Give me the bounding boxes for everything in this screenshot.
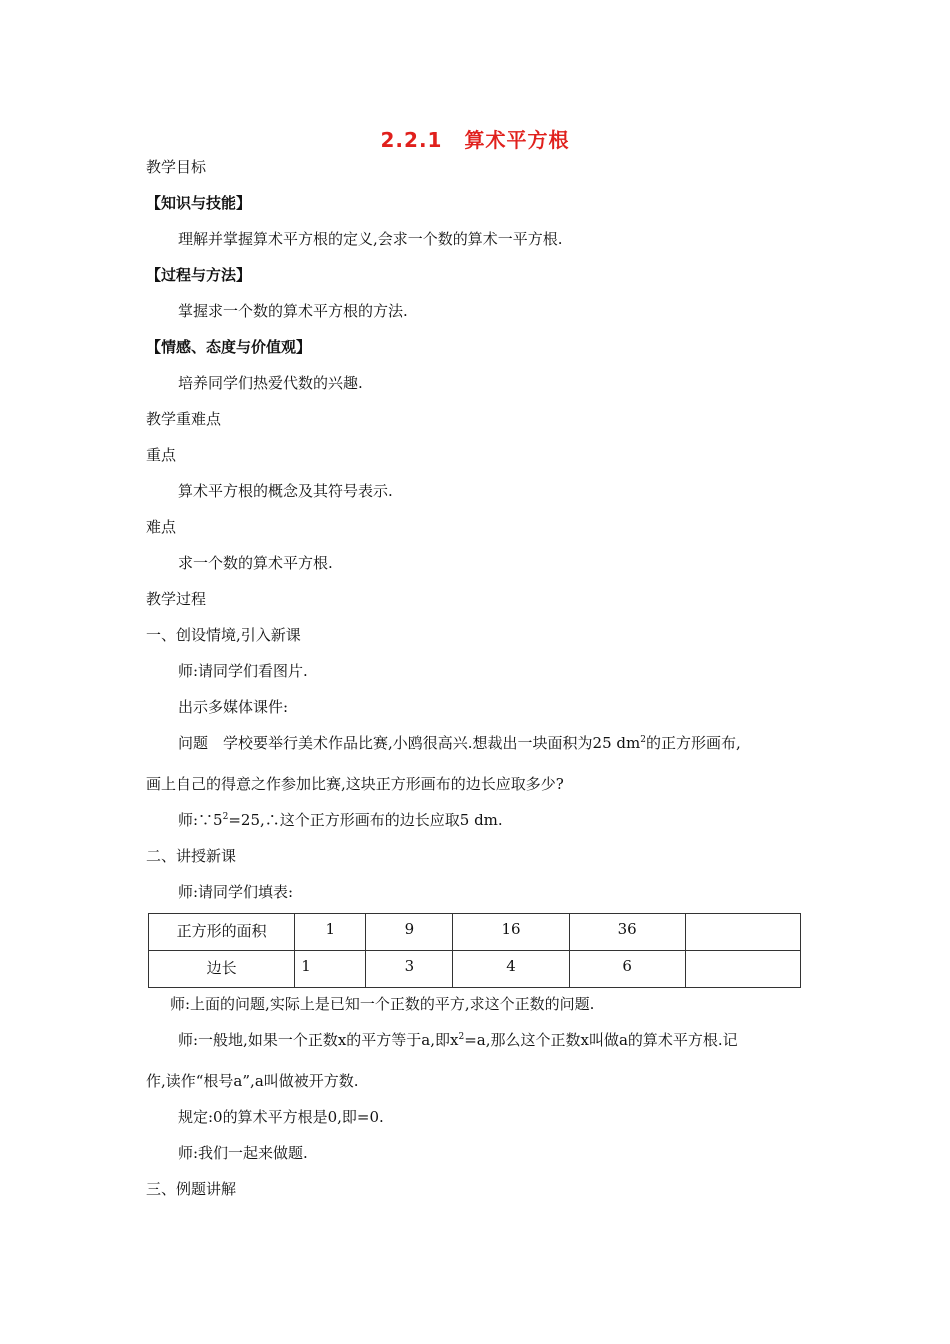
table-cell [685,914,800,951]
subsection-heading: 【情感、态度与价值观】 [146,338,312,356]
subsection-heading: 【过程与方法】 [146,266,252,284]
paragraph [178,1030,738,1050]
table-cell: 正方形的面积 [149,914,295,951]
section-heading: 教学过程 [146,590,207,608]
page-title [0,124,950,153]
text-run: =a,那么这个正数x叫做a的算术平方根.记 [464,1031,738,1049]
title-number: 2.2.1 [380,128,443,152]
table-cell: 1 [295,914,366,951]
paragraph [178,810,503,830]
paragraph: 师:请同学们填表: [178,883,294,901]
paragraph: 规定:0的算术平方根是0,即=0. [178,1108,384,1126]
paragraph: 师:我们一起来做题. [178,1144,308,1162]
paragraph: 画上自己的得意之作参加比赛,这块正方形画布的边长应取多少? [146,775,564,793]
paragraph: 作,读作“根号a”,a叫做被开方数. [146,1072,359,1090]
paragraph: 算术平方根的概念及其符号表示. [178,482,393,500]
paragraph: 培养同学们热爱代数的兴趣. [178,374,363,392]
section-heading: 教学重难点 [146,410,222,428]
fill-in-table [148,913,801,988]
table-cell: 16 [453,914,569,951]
section-heading: 二、讲授新课 [146,847,237,865]
table-row [149,914,801,951]
table-cell [685,951,800,988]
table-cell: 36 [569,914,685,951]
subsection-heading: 难点 [146,518,177,536]
text-run: 师:一般地,如果一个正数x的平方等于a,即x [178,1031,459,1049]
superscript: 2 [222,812,229,822]
text-run: 问题 学校要举行美术作品比赛,小鸥很高兴.想裁出一块面积为25 dm [178,734,641,752]
text-run: =25,∴这个正方形画布的边长应取5 dm. [228,811,503,829]
subsection-heading: 重点 [146,446,177,464]
paragraph: 师:请同学们看图片. [178,662,308,680]
title-text: 算术平方根 [464,128,570,152]
paragraph: 出示多媒体课件: [178,698,289,716]
section-heading: 教学目标 [146,158,207,176]
superscript: 2 [640,735,646,745]
table-cell: 3 [366,951,453,988]
table-cell: 9 [366,914,453,951]
paragraph [178,733,741,753]
superscript: 2 [458,1032,465,1042]
text-run: 师:∵5 [178,811,223,829]
table-cell: 4 [453,951,569,988]
paragraph: 掌握求一个数的算术平方根的方法. [178,302,408,320]
section-heading: 一、创设情境,引入新课 [146,626,301,644]
table-cell: 边长 [149,951,295,988]
paragraph: 理解并掌握算术平方根的定义,会求一个数的算术一平方根. [178,230,563,248]
table-cell: 6 [569,951,685,988]
paragraph: 求一个数的算术平方根. [178,554,333,572]
paragraph: 师:上面的问题,实际上是已知一个正数的平方,求这个正数的问题. [170,995,595,1013]
table-row [149,951,801,988]
table-cell: 1 [295,951,366,988]
subsection-heading: 【知识与技能】 [146,194,252,212]
text-run: 的正方形画布, [645,734,741,752]
section-heading: 三、例题讲解 [146,1180,237,1198]
